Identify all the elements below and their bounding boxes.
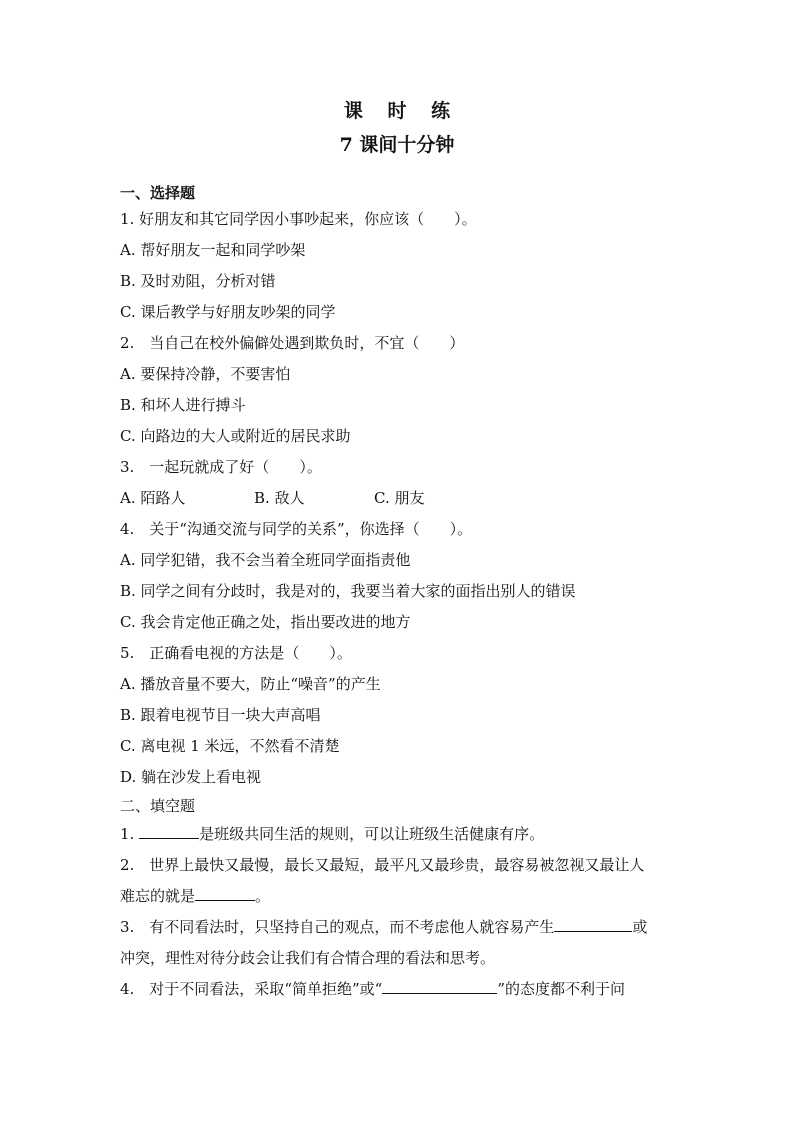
worksheet-content (120, 182, 680, 1005)
fill-2-blank[interactable] (195, 883, 255, 901)
question-2-option-a: A. 要保持冷静，不要害怕 (120, 365, 291, 383)
question-5-stem: 5. 正确看电视的方法是（ ）。 (120, 644, 352, 662)
fill-2-line-1: 2. 世界上最快又最慢，最长又最短，最平凡又最珍贵，最容易被忽视又最让人 (120, 856, 645, 874)
question-5-option-a: A. 播放音量不要大，防止“噪音”的产生 (120, 675, 381, 693)
question-1-option-b: B. 及时劝阻，分析对错 (120, 272, 276, 290)
fill-4-text-before: 4. 对于不同看法，采取“简单拒绝”或“ (120, 980, 383, 998)
question-4-option-b: B. 同学之间有分歧时，我是对的，我要当着大家的面指出别人的错误 (120, 582, 576, 600)
question-3-stem: 3. 一起玩就成了好（ ）。 (120, 458, 322, 476)
question-1-option-a: A. 帮好朋友一起和同学吵架 (120, 241, 306, 259)
question-4-option-c: C. 我会肯定他正确之处，指出要改进的地方 (120, 613, 411, 631)
question-2-option-b: B. 和坏人进行搏斗 (120, 396, 246, 414)
fill-2-text-before: 难忘的就是 (120, 887, 196, 905)
fill-1 (120, 819, 680, 850)
fill-3-text-before: 3. 有不同看法时，只坚持自己的观点，而不考虑他人就容易产生 (120, 918, 555, 936)
question-5-option-c: C. 离电视 1 米远，不然看不清楚 (120, 737, 340, 755)
fill-1-blank[interactable] (139, 821, 199, 839)
question-1-stem: 1. 好朋友和其它同学因小事吵起来，你应该（ ）。 (120, 210, 477, 228)
question-3-option-b: B. 敌人 (254, 489, 305, 507)
fill-4-text-after: ”的态度都不利于问 (497, 980, 625, 998)
question-3-options (120, 483, 680, 514)
fill-3-line-2: 冲突，理性对待分歧会让我们有合情合理的看法和思考。 (120, 949, 496, 967)
fill-3-text-after: 或 (632, 918, 648, 936)
question-4-option-a: A. 同学犯错，我不会当着全班同学面指责他 (120, 551, 411, 569)
fill-3-blank[interactable] (554, 914, 632, 932)
fill-1-number: 1. (120, 825, 140, 843)
fill-4-line-1 (120, 974, 680, 1005)
fill-1-text: 是班级共同生活的规则，可以让班级生活健康有序。 (199, 825, 545, 843)
page-title: 课 时 练 (343, 100, 451, 122)
question-2-option-c: C. 向路边的大人或附近的居民求助 (120, 427, 351, 445)
fill-2-line-2 (120, 881, 680, 912)
question-4-stem: 4. 关于“沟通交流与同学的关系”，你选择（ ）。 (120, 520, 473, 538)
fill-4-blank[interactable] (382, 976, 497, 994)
fill-2-text-after: 。 (255, 887, 271, 905)
question-1-option-c: C. 课后教学与好朋友吵架的同学 (120, 303, 336, 321)
question-3-option-c: C. 朋友 (374, 489, 425, 507)
question-2-stem: 2. 当自己在校外偏僻处遇到欺负时，不宜（ ） (120, 334, 465, 352)
question-3-option-a: A. 陌路人 (120, 489, 186, 507)
lesson-title: 7 课间十分钟 (339, 134, 455, 156)
question-5-option-d: D. 躺在沙发上看电视 (120, 768, 262, 786)
section-heading-fill: 二、填空题 (120, 797, 196, 815)
section-heading-choice: 一、选择题 (120, 184, 196, 202)
fill-3-line-1 (120, 912, 680, 943)
question-5-option-b: B. 跟着电视节目一块大声高唱 (120, 706, 321, 724)
